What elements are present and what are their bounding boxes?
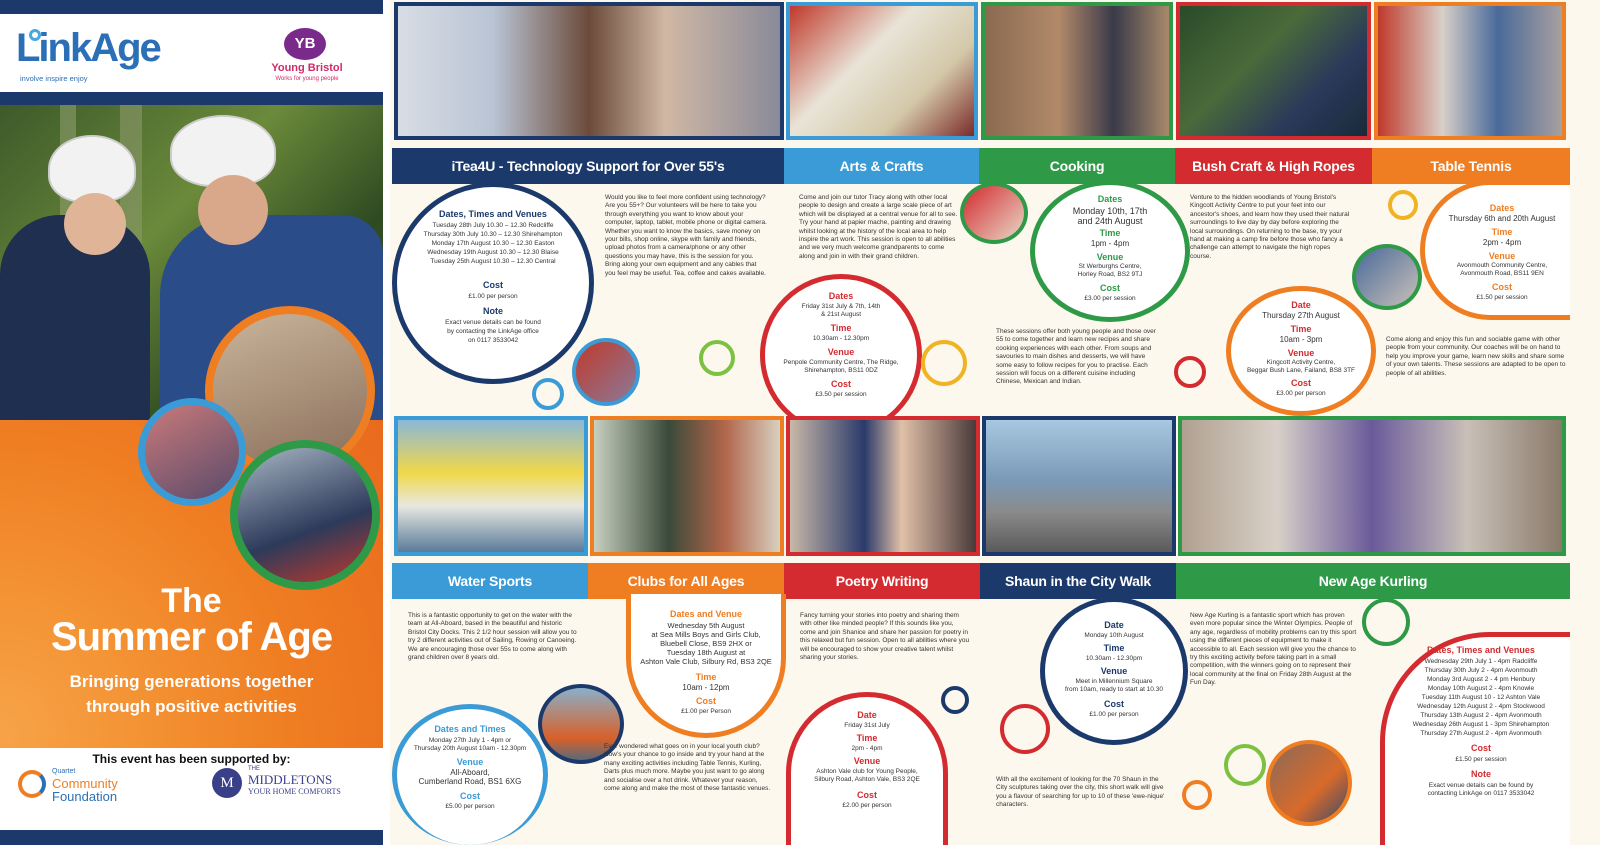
clubs-dates: Tuesday 18th August at: [666, 648, 746, 657]
cooking-body: These sessions offer both young people and those over 55 to come together and learn new recipes and share cooking experiences with each other. From soups and savouries to main dishes and desserts, we will have some easy to follow recipes for you to practise. Each session will focus on a different cuisine including Chinese, Mexican and Indian.: [996, 328, 1156, 386]
poetry-cost-heading: Cost: [857, 790, 877, 800]
water-cost-heading: Cost: [460, 791, 480, 801]
tabletennis-body: Come along and enjoy this fun and sociable game with other people from your community. Our coaches will be on hand to help you improve your game, learn new skills and share some of your own talents. These sessions are adapted to be open to people of all abilities.: [1386, 336, 1566, 377]
arts-venue: Shirehampton, BS11 0DZ: [804, 367, 878, 374]
bar-bushcraft: Bush Craft & High Ropes: [1175, 148, 1372, 184]
poetry-date-heading: Date: [857, 710, 877, 720]
cover-header: [0, 14, 383, 92]
arts-cost: £3.50 per session: [815, 391, 867, 398]
shaun-cost: £1.00 per person: [1089, 711, 1139, 718]
arts-venue-heading: Venue: [827, 347, 855, 357]
poetry-venue: Ashton Vale club for Young People,: [816, 768, 918, 775]
bushcraft-venue: Kingcott Activity Centre,: [1266, 359, 1336, 366]
photo-tabletennis: [1374, 2, 1566, 140]
water-cost: £5.00 per person: [445, 803, 495, 810]
arts-time: 10.30am - 12.30pm: [812, 335, 870, 342]
clubs-time-heading: Time: [695, 672, 717, 682]
bar-poetry: Poetry Writing: [784, 563, 980, 599]
shaun-venue: from 10am, ready to start at 10.30: [1065, 686, 1163, 693]
sponsor2-tag: YOUR HOME COMFORTS: [248, 787, 341, 796]
kurling-line: Monday 3rd August 2 - 4 pm Henbury: [1426, 676, 1536, 683]
sponsor1-line2: Foundation: [52, 789, 118, 804]
kurling-cost: £1.50 per session: [1455, 756, 1507, 763]
photo-cooking: [981, 2, 1173, 140]
cover-subtitle-line2: through positive activities: [86, 697, 297, 716]
poetry-time: 2pm - 4pm: [851, 745, 883, 752]
kurling-line: Wednesday 29th July 1 - 4pm Radcliffe: [1424, 658, 1538, 665]
shaun-date-heading: Date: [1104, 620, 1124, 630]
cooking-dates: and 24th August: [1077, 216, 1143, 226]
water-dates: Monday 27th July 1 - 4pm or: [428, 737, 512, 744]
water-venue-heading: Venue: [456, 757, 484, 767]
decor-ring: [941, 686, 969, 714]
bar-arts: Arts & Crafts: [784, 148, 979, 184]
arts-circle-photo: [960, 182, 1028, 244]
face: [64, 193, 126, 255]
bushcraft-body: Venture to the hidden woodlands of Young Bristol's Kingcott Activity Centre to put your feet into our ancestor's shoes, and learn how they used their natural surroundings to live day by day before exploring the local surroundings. On returning to the base, try your hand at making a camp fire before those who fancy a challenge can attempt to navigate the high ropes course.: [1190, 194, 1350, 260]
cooking-venue-heading: Venue: [1096, 252, 1124, 262]
photo-shaun: [982, 416, 1176, 556]
arts-time-heading: Time: [830, 323, 852, 333]
cooking-venue: Horley Road, BS2 9TJ: [1077, 271, 1143, 278]
poetry-venue: Silbury Road, Ashton Vale, BS3 2QE: [814, 776, 920, 783]
bushcraft-date-heading: Date: [1291, 300, 1311, 310]
poetry-venue-heading: Venue: [853, 756, 881, 766]
clubs-time: 10am - 12pm: [682, 683, 730, 692]
tabletennis-cost-heading: Cost: [1492, 282, 1512, 292]
bar-tabletennis: Table Tennis: [1372, 148, 1570, 184]
sponsor2-small: THE: [248, 766, 260, 772]
young-bristol-tagline: Works for young people: [275, 76, 339, 82]
itea-line: Wednesday 19th August 10.30 – 12.30 Blaise: [427, 249, 559, 256]
cooking-cost-heading: Cost: [1100, 283, 1120, 293]
water-venue: Cumberland Road, BS1 6XG: [418, 777, 522, 786]
shaun-time: 10.30am - 12.30pm: [1085, 655, 1143, 662]
bar-shaun: Shaun in the City Walk: [980, 563, 1176, 599]
decor-ring: [921, 340, 967, 386]
clubs-cost-heading: Cost: [696, 696, 716, 706]
tabletennis-venue-heading: Venue: [1488, 251, 1516, 261]
kurling-line: Tuesday 11th August 10 - 12 Ashton Vale: [1421, 694, 1541, 701]
itea-note: by contacting the LinkAge office: [447, 328, 539, 335]
middletons-logo-icon: M: [212, 768, 242, 798]
itea-note: Exact venue details can be found: [445, 319, 541, 326]
cooking-venue: St Werburghs Centre,: [1078, 263, 1142, 270]
clubs-dates-heading: Dates and Venue: [669, 609, 743, 619]
supported-by-label: This event has been supported by:: [92, 752, 291, 766]
bar-water: Water Sports: [392, 563, 588, 599]
decor-ring: [699, 340, 735, 376]
tabletennis-time: 2pm - 4pm: [1482, 238, 1522, 247]
cover-subtitle-line1: Bringing generations together: [69, 672, 314, 691]
bushcraft-time-heading: Time: [1290, 324, 1312, 334]
itea-body: Would you like to feel more confident using technology? Are you 55+? Our volunteers will be here to take you through everything you want to know about your computer, laptop, tablet, mobile phone or digital camera. Whether you want to know the basics, save money on your bills, shop online, skype with family and friends, upload photos from a camera/phone or any other questions you may have, this is the session for you. Bring along your own equipment and any cables that you feel may be useful. Tea, coffee and cakes available.: [605, 194, 767, 277]
itea-circle-photo: [572, 338, 640, 406]
decor-ring: [1174, 356, 1206, 388]
kurling-line: Thursday 27th August 2 - 4pm Avonmouth: [1420, 730, 1542, 737]
shaun-body: With all the excitement of looking for the 70 Shaun in the City sculptures taking over the city, this short walk will give you a flavour of searching for up to 10 of these 'ewe-nique' characters.: [996, 776, 1165, 809]
itea-line: Tuesday 28th July 10.30 – 12.30 Redcliffe: [432, 222, 554, 229]
kurling-line: Monday 10th August 2 - 4pm Knowle: [1427, 685, 1535, 692]
water-dates: Thursday 20th August 10am - 12.30pm: [413, 745, 527, 752]
arts-dates: Friday 31st July & 7th, 14th: [801, 303, 881, 310]
bushcraft-venue: Beggar Bush Lane, Failand, BS8 3TF: [1246, 367, 1356, 374]
kurling-line: Thursday 30th July 2 - 4pm Avonmouth: [1424, 667, 1538, 674]
kurling-note-heading: Note: [1471, 769, 1491, 779]
quartet-logo-icon: [18, 770, 46, 798]
water-venue: All-Aboard,: [450, 768, 490, 777]
linkage-tagline: involve inspire enjoy: [20, 74, 88, 83]
decor-ring: [1182, 780, 1212, 810]
photo-bushcraft: [1176, 2, 1371, 140]
face: [198, 175, 268, 245]
sponsor1-line1: Community: [52, 776, 118, 791]
bushcraft-time: 10am - 3pm: [1279, 335, 1323, 344]
bar-kurling: New Age Kurling: [1176, 563, 1570, 599]
young-bristol-badge-icon: YB: [284, 28, 326, 60]
kurling-line: Thursday 13th August 2 - 4pm Avonmouth: [1420, 712, 1542, 719]
photo-itea: [394, 2, 784, 140]
tabletennis-dates: Thursday 6th and 20th August: [1448, 214, 1556, 223]
poetry-date: Friday 31st July: [844, 722, 890, 729]
sponsor1-small: Quartet: [52, 768, 76, 775]
tabletennis-dates-heading: Dates: [1489, 203, 1515, 213]
cooking-cost: £3.00 per session: [1084, 295, 1136, 302]
shaun-venue-heading: Venue: [1100, 666, 1128, 676]
bushcraft-cost-heading: Cost: [1291, 378, 1311, 388]
itea-cost: £1.00 per person: [468, 293, 518, 300]
sponsor2-name: MIDDLETONS: [248, 772, 333, 787]
bar-clubs: Clubs for All Ages: [588, 563, 784, 599]
kurling-line: Wednesday 26th August 1 - 3pm Shirehampton: [1412, 721, 1550, 728]
linkage-logo-dot-icon: [29, 29, 41, 41]
cover-circle-photo-green: [230, 440, 380, 590]
photo-kurling: [1178, 416, 1566, 556]
itea-note-heading: Note: [483, 306, 503, 316]
kurling-body: New Age Kurling is a fantastic sport which has proven even more popular since the Winter Olympics. People of any age, regardless of mobility problems can try this sport using the different pieces of equipment to make it accessible to all. Each session will give you the chance to try this exciting activity before taking part in a small competition, with the winners going on to represent their local community at the final on Friday 28th August at the Fun Day.: [1190, 612, 1357, 687]
bushcraft-cost: £3.00 per person: [1276, 390, 1326, 397]
arts-dates: & 21st August: [820, 311, 862, 318]
cover-panel: [0, 0, 383, 845]
water-body: This is a fantastic opportunity to get on the water with the team at All-Aboard, based in the beautiful and historic Bristol City Docks. This 2 1/2 hour session will allow you to try 2 different activities out of Sailing, Rowing or Canoeing. We are encouraging those over 55s to come along with grand children over 8 years old.: [408, 612, 577, 662]
tabletennis-venue: Avonmouth Community Centre,: [1456, 262, 1548, 269]
photo-arts: [786, 2, 978, 140]
decor-ring: [1362, 598, 1410, 646]
decor-ring: [1388, 190, 1418, 220]
cover-mid-strip: [0, 92, 383, 105]
bushcraft-venue-heading: Venue: [1287, 348, 1315, 358]
cooking-dates: Monday 10th, 17th: [1072, 206, 1148, 216]
young-bristol-name: Young Bristol: [271, 62, 343, 74]
kurling-cost-heading: Cost: [1471, 743, 1491, 753]
arts-dates-heading: Dates: [828, 291, 854, 301]
clubs-cost: £1.00 per Person: [681, 708, 731, 715]
bar-itea: iTea4U - Technology Support for Over 55's: [392, 148, 784, 184]
cover-circle-photo-blue: [138, 398, 246, 506]
itea-line: Thursday 30th July 10.30 – 12.30 Shirehampton: [423, 231, 563, 238]
cover-bottom-strip: [0, 830, 383, 845]
photo-water: [394, 416, 588, 556]
cover-title-line2: Summer of Age: [50, 615, 333, 659]
kurling-circle-photo: [1266, 740, 1352, 826]
cooking-dates-heading: Dates: [1097, 194, 1123, 204]
cooking-time-heading: Time: [1099, 228, 1121, 238]
shaun-date: Monday 10th August: [1084, 632, 1144, 639]
poetry-cost: £2.00 per person: [842, 802, 892, 809]
itea-note: on 0117 3533042: [467, 337, 519, 344]
decor-ring: [532, 378, 564, 410]
shaun-time-heading: Time: [1103, 643, 1125, 653]
water-dates-heading: Dates and Times: [434, 724, 506, 734]
decor-ring: [1000, 704, 1050, 754]
photo-poetry: [786, 416, 980, 556]
decor-ring: [1224, 744, 1266, 786]
arts-venue: Penpole Community Centre, The Ridge,: [783, 359, 899, 366]
kurling-line: Wednesday 12th August 2 - 4pm Stockwood: [1417, 703, 1545, 710]
tabletennis-venue: Avonmouth Road, BS11 9EN: [1460, 270, 1544, 277]
clubs-dates: Ashton Vale Club, Silbury Rd, BS3 2QE: [640, 657, 772, 666]
poetry-body: Fancy turning your stories into poetry and sharing them with other like minded people? If this sounds like you, come and join Shanice and share her passion for poetry in this relaxed but fun session. Open to all abilities where you will be encouraged to show your creative talent whilst sharing your stories.: [800, 612, 970, 662]
clubs-dates: Wednesday 5th August: [667, 621, 745, 630]
arts-cost-heading: Cost: [831, 379, 851, 389]
arts-body: Come and join our tutor Tracy along with other local people to design and create a large scale piece of art which will be displayed at a central venue for all to see. Try your hand at papier mache, painting and drawing whilst looking at the history of the local area to help inspire the art work. This session is open to all abilities and we very much welcome grandparents to come along and join in with their grand children.: [799, 194, 958, 260]
kurling-note: contacting LinkAge on 0117 3533042: [1427, 790, 1535, 797]
photo-clubs: [590, 416, 784, 556]
itea-cost-heading: Cost: [483, 280, 503, 290]
shaun-cost-heading: Cost: [1104, 699, 1124, 709]
itea-line: Tuesday 25th August 10.30 – 12.30 Central: [430, 258, 556, 265]
cover-title-line1: The: [161, 582, 222, 620]
kurling-heading: Dates, Times and Venues: [1427, 645, 1535, 655]
linkage-logo: LinkAge: [16, 26, 160, 70]
cover-top-strip: [0, 0, 383, 14]
kurling-note: Exact venue details can be found by: [1428, 782, 1534, 789]
tabletennis-cost: £1.50 per session: [1476, 294, 1528, 301]
itea-line: Monday 17th August 10.30 – 12.30 Easton: [431, 240, 555, 247]
shaun-venue: Meet in Millennium Square: [1075, 678, 1153, 685]
clubs-dates: at Sea Mills Boys and Girls Club,: [651, 630, 761, 639]
bushcraft-date: Thursday 27th August: [1262, 311, 1340, 320]
poetry-time-heading: Time: [856, 733, 878, 743]
clubs-body: Ever wondered what goes on in your local youth club? Now's your chance to go inside and try your hand at the many exciting activities including Table Tennis, Kurling, Darts plus much more. Maybe you just want to go along and socialise over a hot drink. Whatever your reason, come along and make the most of these fantastic venues.: [604, 743, 771, 793]
bar-cooking: Cooking: [979, 148, 1175, 184]
clubs-dates: Bluebell Close, BS9 2HX or: [660, 639, 752, 648]
itea-heading: Dates, Times and Venues: [439, 209, 547, 219]
tabletennis-time-heading: Time: [1491, 227, 1513, 237]
cooking-time: 1pm - 4pm: [1090, 239, 1130, 248]
